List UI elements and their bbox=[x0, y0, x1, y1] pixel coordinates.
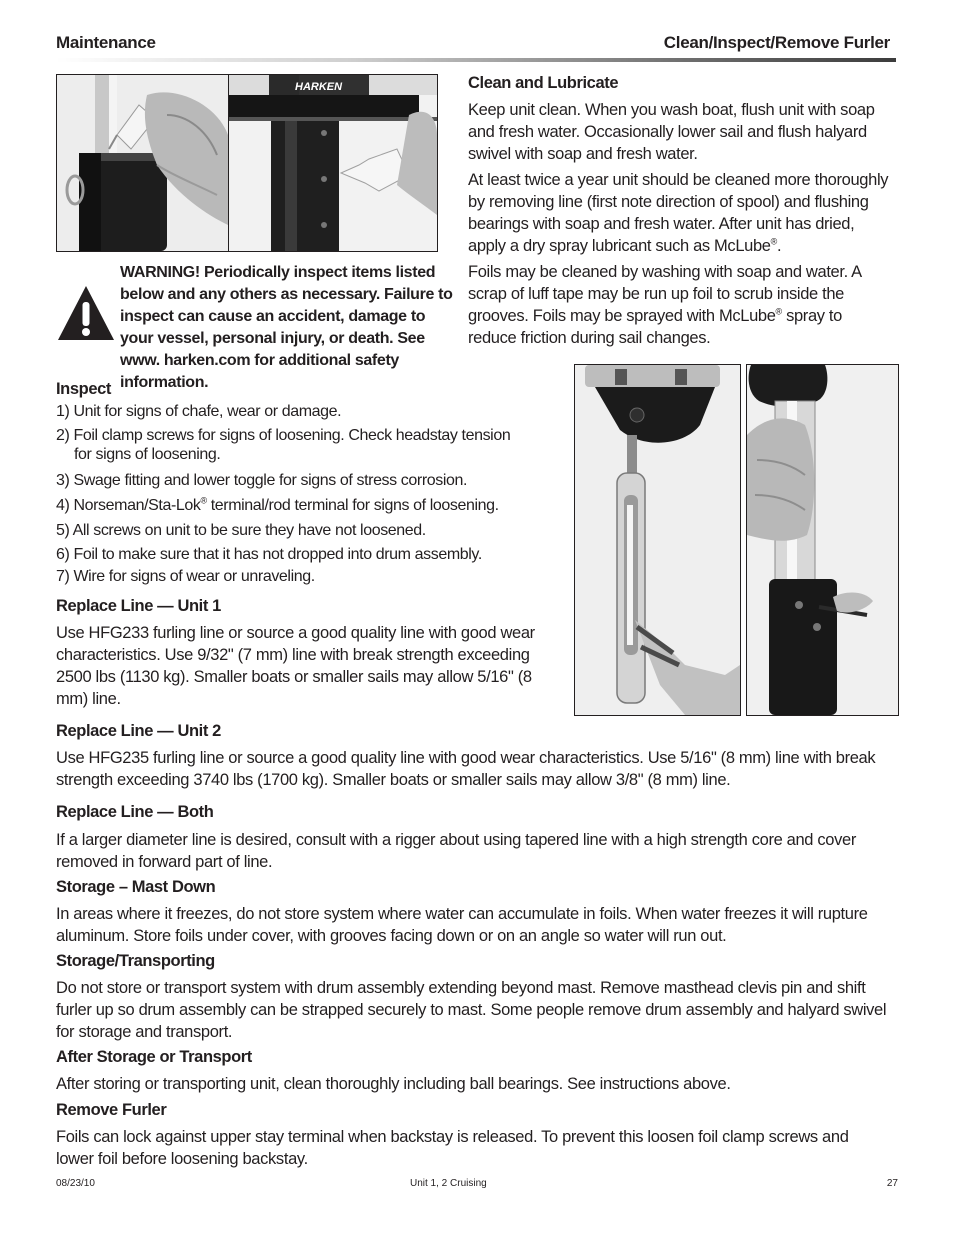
photo-turnbuckle-pliers bbox=[574, 364, 741, 716]
footer-date: 08/23/10 bbox=[56, 1178, 95, 1189]
header-section-title: Maintenance bbox=[56, 33, 156, 52]
photo-hex-key-drum-image bbox=[747, 365, 898, 715]
header-rule bbox=[56, 58, 896, 62]
replace-unit2-text: Use HFG235 furling line or source a good quality line with good wear characteristics. Use 5/16" (8 mm) line with break strength exceeding 3740 lbs (1700 kg). Smaller boats or smaller sails may allow 3/8" (8 mm) line. bbox=[56, 749, 876, 789]
photo-hex-key-drum bbox=[746, 364, 899, 716]
storage-mast-down-heading: Storage – Mast Down bbox=[56, 878, 216, 896]
inspect-item-3: 3) Swage fitting and lower toggle for signs of stress corrosion. bbox=[56, 472, 468, 489]
replace-unit2-heading: Replace Line — Unit 2 bbox=[56, 722, 221, 740]
inspect-item-7: 7) Wire for signs of wear or unraveling. bbox=[56, 568, 315, 585]
clean-lubricate-heading: Clean and Lubricate bbox=[468, 74, 619, 92]
replace-unit1-heading: Replace Line — Unit 1 bbox=[56, 597, 221, 615]
inspect-item-1: 1) Unit for signs of chafe, wear or damage. bbox=[56, 403, 342, 420]
storage-transporting-text: Do not store or transport system with drum assembly extending beyond mast. Remove masthead clevis pin and shift furler up so drum assembly can be strapped securely to mast. Some people remove drum assembly and halyard swivel for storage and transport. bbox=[56, 979, 887, 1041]
inspect-item-5: 5) All screws on unit to be sure they have not loosened. bbox=[56, 522, 426, 539]
warning-text: WARNING! Periodically inspect items listed below and any others as necessary. Failure to inspect can cause an accident, damage to your vessel, personal injury, or death. See www. harken.com for additional safety information. bbox=[120, 264, 453, 391]
inspect-item-2: 2) Foil clamp screws for signs of loosening. Check headstay tension bbox=[56, 427, 511, 444]
remove-furler-text: Foils can lock against upper stay terminal when backstay is released. To prevent this loosen foil clamp screws and lower foil before loosening backstay. bbox=[56, 1128, 849, 1168]
photo-turnbuckle-pliers-image bbox=[575, 365, 740, 715]
storage-transporting-heading: Storage/Transporting bbox=[56, 952, 215, 970]
header-page-topic: Clean/Inspect/Remove Furler bbox=[663, 33, 890, 52]
clean-paragraph-3: Foils may be cleaned by washing with soap and water. A scrap of luff tape may be run up foil to scrub inside the grooves. Foils may be sprayed with McLube® spray to reduce friction during sail changes. bbox=[468, 263, 861, 347]
clean-paragraph-1: Keep unit clean. When you wash boat, flush unit with soap and fresh water. Occasionally lower sail and flush halyard swivel with soap and fresh water. bbox=[468, 101, 875, 163]
replace-both-text: If a larger diameter line is desired, consult with a rigger about using tapered line with a high strength core and cover removed in forward part of line. bbox=[56, 831, 856, 871]
replace-unit1-text: Use HFG233 furling line or source a good quality line with good wear characteristics. Use 9/32" (7 mm) line with break strength exceeding 2500 lbs (1130 kg). Smaller boats or smaller sails may allow 5/16" (8 mm) line. bbox=[56, 624, 535, 708]
clean-paragraph-2: At least twice a year unit should be cleaned more thoroughly by removing line (first note direction of spool) and flushing bearings with soap and fresh water. After unit has dried, apply a dry spray lubricant such as McLube®. bbox=[468, 171, 889, 255]
harken-logo: HARKEN bbox=[295, 81, 343, 93]
inspect-item-2-continued: for signs of loosening. bbox=[74, 446, 221, 463]
warning-triangle-icon bbox=[56, 284, 116, 342]
inspect-heading: Inspect bbox=[56, 380, 111, 398]
footer-title: Unit 1, 2 Cruising bbox=[410, 1178, 487, 1189]
photo-lubricate-foil-image bbox=[229, 75, 437, 251]
after-storage-heading: After Storage or Transport bbox=[56, 1048, 252, 1066]
replace-both-heading: Replace Line — Both bbox=[56, 803, 214, 821]
photo-lubricate-foil bbox=[228, 74, 438, 252]
storage-mast-down-text: In areas where it freezes, do not store system where water can accumulate in foils. When water freezes it will rupture aluminum. Store foils under cover, with grooves facing down or on an angle so water will run out. bbox=[56, 905, 868, 945]
remove-furler-heading: Remove Furler bbox=[56, 1101, 167, 1119]
clean-lubricate-body bbox=[468, 99, 893, 349]
inspect-item-4: 4) Norseman/Sta-Lok® terminal/rod terminal for signs of loosening. bbox=[56, 495, 499, 514]
inspect-item-6: 6) Foil to make sure that it has not dropped into drum assembly. bbox=[56, 546, 482, 563]
photo-lubricate-drum-image bbox=[57, 75, 228, 251]
footer-page-number: 27 bbox=[886, 1178, 898, 1189]
photo-lubricate-drum bbox=[56, 74, 229, 252]
after-storage-text: After storing or transporting unit, clean thoroughly including ball bearings. See instructions above. bbox=[56, 1075, 731, 1093]
